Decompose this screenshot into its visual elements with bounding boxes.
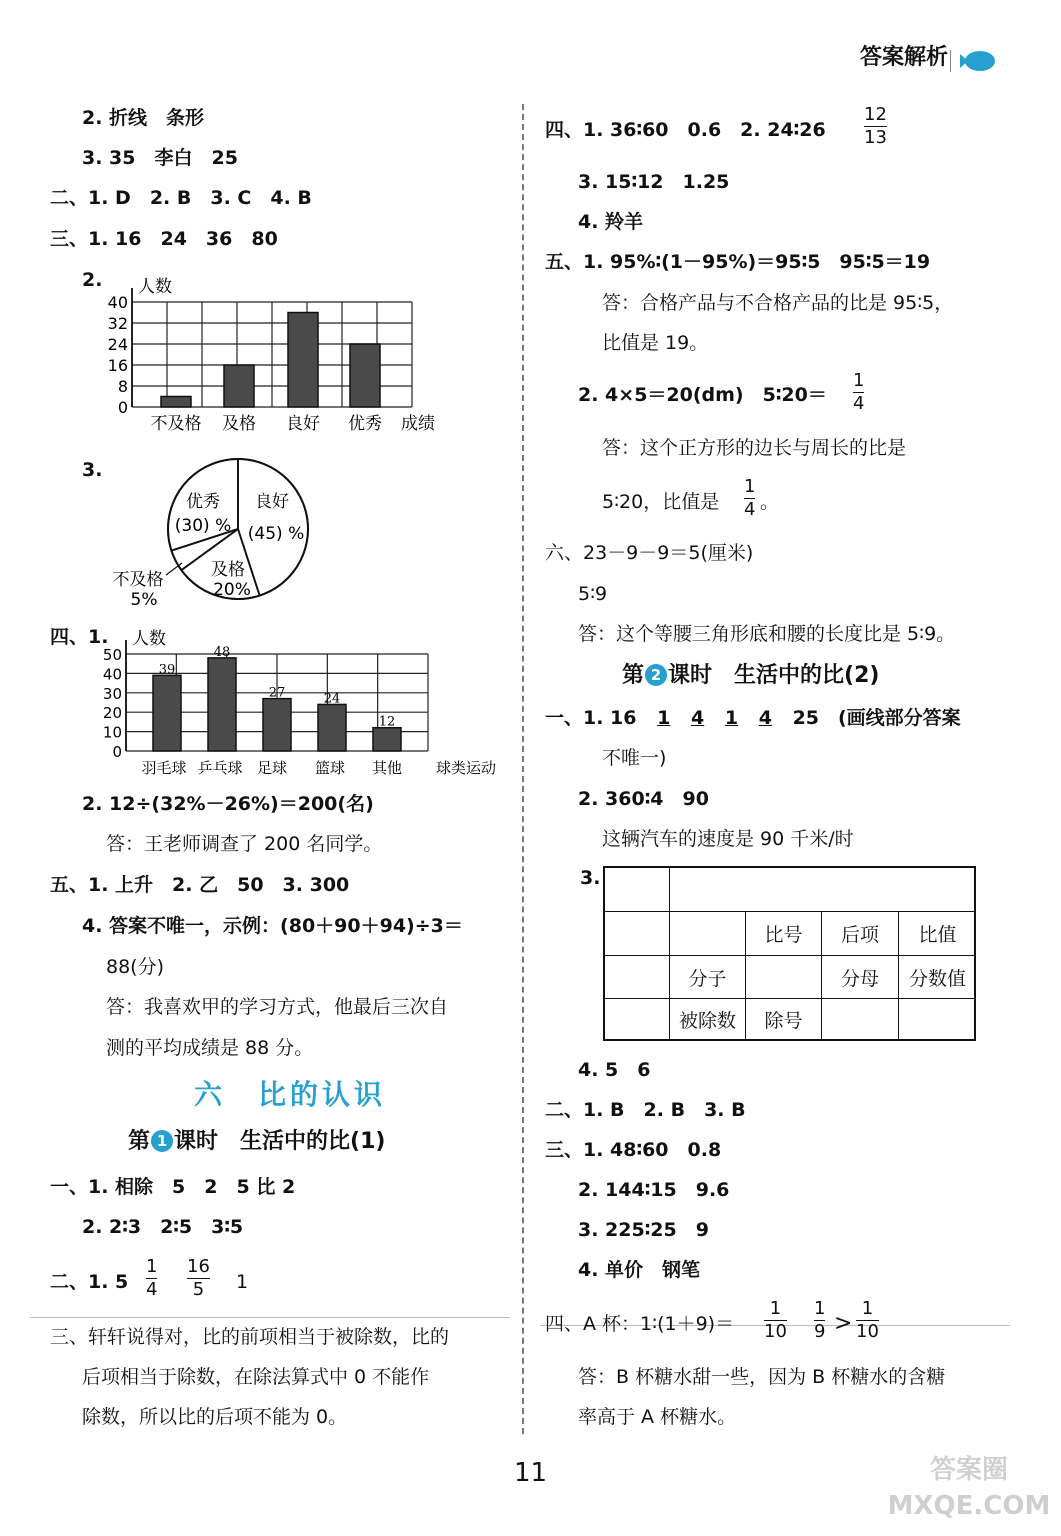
- x-category-label: 羽毛球: [141, 759, 187, 776]
- denominator: 10: [856, 1321, 879, 1342]
- x-category-label: 足球: [256, 759, 288, 776]
- y-tick-label: 50: [102, 646, 122, 664]
- data-label: 12: [378, 714, 396, 730]
- numerator: 1: [861, 1298, 874, 1319]
- answer-line: 五、1. 上升 2. 乙 50 3. 300: [50, 874, 350, 896]
- numerator: 1: [146, 1256, 158, 1277]
- fraction: [146, 1257, 157, 1300]
- table-cell: 比号: [746, 912, 822, 956]
- table-cell: 分子: [670, 956, 746, 999]
- answer-line: 3. 15∶12 1.25: [578, 171, 730, 193]
- column-divider: [522, 104, 524, 1434]
- pie-value: 20%: [213, 580, 251, 600]
- fraction: [864, 105, 887, 148]
- answer-punct: 。: [760, 491, 780, 513]
- table-cell: [605, 999, 670, 1039]
- y-tick-label: 32: [107, 314, 128, 333]
- answer-line: 率高于 A 杯糖水。: [578, 1406, 737, 1428]
- y-tick-label: 40: [107, 293, 128, 312]
- table-cell: [746, 956, 822, 999]
- fraction: [814, 1299, 825, 1342]
- denominator: 4: [744, 499, 756, 520]
- answer-line: 2. 144∶15 9.6: [578, 1179, 730, 1201]
- y-tick-label: 40: [102, 665, 122, 684]
- numerator: 1: [769, 1298, 782, 1319]
- answer-line: 这辆汽车的速度是 90 千米/时: [602, 828, 854, 850]
- x-category-label: 优秀: [348, 414, 382, 434]
- fraction: [856, 1299, 879, 1342]
- data-label: 48: [213, 644, 231, 660]
- data-label: 39: [158, 662, 176, 678]
- answer-line: 比值是 19。: [602, 332, 709, 354]
- bar: [350, 344, 380, 407]
- answer-line: 4. 答案不唯一，示例：(80＋90＋94)÷3＝: [82, 915, 463, 937]
- table-cell: [605, 912, 670, 956]
- answer-line: 不唯一): [602, 747, 667, 769]
- answer-value: 1: [236, 1271, 249, 1293]
- lesson-suffix: 课时 生活中的比(1): [174, 1129, 386, 1154]
- pie-label: 良好: [255, 492, 289, 512]
- answer-line: 答：合格产品与不合格产品的比是 95∶5，: [602, 292, 954, 314]
- lesson-number-badge: 2: [645, 664, 667, 686]
- answer-line: 四、1. 36∶60 0.6 2. 24∶26: [545, 119, 826, 141]
- table-cell: 分数值: [899, 956, 976, 999]
- y-tick-label: 30: [102, 684, 122, 703]
- answer-line: 五、1. 95%∶(1－95%)＝95∶5 95∶5＝19: [545, 251, 931, 273]
- answer-line: 2. 折线 条形: [82, 107, 205, 129]
- table-cell: 比值: [899, 912, 976, 956]
- bar: [153, 675, 181, 751]
- bar: [318, 704, 346, 751]
- answer-line: 一、1. 相除 5 2 5 比 2: [50, 1176, 296, 1198]
- header-title: 答案解析: [860, 45, 949, 70]
- table-cell: 被除数: [670, 999, 746, 1039]
- underlined-answer: 4: [690, 707, 705, 729]
- x-category-label: 篮球: [314, 759, 346, 776]
- fraction: [744, 477, 755, 520]
- table-cell: 分母: [822, 956, 899, 999]
- answer-line: 2. 360∶4 90: [578, 788, 709, 810]
- bar: [373, 728, 401, 751]
- answer-line: 二、1. B 2. B 3. B: [545, 1099, 746, 1121]
- lesson-number-badge: 1: [151, 1130, 173, 1152]
- pie-label: 优秀: [186, 492, 220, 512]
- bar: [224, 365, 254, 407]
- pie-chart-grades: [100, 455, 320, 615]
- table-cell: [670, 912, 746, 956]
- denominator: 5: [192, 1279, 205, 1300]
- denominator: 4: [853, 393, 865, 414]
- answer-line: 除数，所以比的后项不能为 0。: [82, 1406, 348, 1428]
- answer-line: 答：这个等腰三角形底和腰的长度比是 5∶9。: [578, 623, 956, 645]
- answer-line: 答：王老师调查了 200 名同学。: [106, 833, 383, 855]
- numerator: 1: [853, 370, 865, 391]
- answer-line: 三、1. 16 24 36 80: [50, 228, 278, 250]
- x-category-label: 乒乓球: [197, 759, 243, 776]
- denominator: 10: [764, 1321, 787, 1342]
- bar: [263, 699, 291, 751]
- underlined-answer: 1: [657, 707, 671, 729]
- bar: [161, 397, 191, 408]
- data-label: 24: [323, 691, 341, 707]
- answer-line: 六、23－9－9＝5(厘米): [545, 542, 754, 564]
- underlined-answer: 4: [758, 707, 772, 729]
- data-label: 27: [268, 685, 286, 701]
- table-cell: [899, 999, 976, 1039]
- x-axis-label: 球类运动: [435, 759, 497, 776]
- question-number: 3.: [82, 459, 103, 481]
- y-tick-label: 0: [112, 743, 122, 761]
- y-tick-label: 24: [107, 335, 128, 354]
- answer-line: 3. 35 李白 25: [82, 147, 238, 169]
- x-axis-label: 成绩: [401, 414, 435, 434]
- answer-line: 二、1. D 2. B 3. C 4. B: [50, 187, 312, 209]
- x-category-label: 及格: [222, 414, 256, 434]
- y-tick-label: 20: [102, 704, 122, 723]
- header-separator: [950, 50, 951, 72]
- x-category-label: 不及格: [150, 414, 202, 434]
- answer-line: 4. 单价 钢笔: [578, 1259, 701, 1281]
- answer-line: 5∶9: [578, 583, 608, 605]
- question-number: 四、1.: [50, 626, 109, 648]
- y-tick-label: 10: [102, 723, 122, 742]
- section-title: 六 比的认识: [194, 1078, 387, 1111]
- answer-line: 三、1. 48∶60 0.8: [545, 1139, 722, 1161]
- numerator: 1: [744, 476, 756, 497]
- table-cell: 除号: [746, 999, 822, 1039]
- lesson-prefix: 第: [622, 663, 645, 688]
- table-cell: 后项: [822, 912, 899, 956]
- answer-line: 答：我喜欢甲的学习方式，他最后三次自: [106, 996, 449, 1018]
- answer-line: 后项相当于除数，在除法算式中 0 不能作: [82, 1366, 430, 1388]
- answer-line: 2. 4×5＝20(dm) 5∶20＝: [578, 384, 827, 406]
- answer-line: 答：B 杯糖水甜一些，因为 B 杯糖水的含糖: [578, 1366, 946, 1388]
- numerator: 1: [814, 1298, 826, 1319]
- denominator: 13: [864, 127, 887, 148]
- lesson-prefix: 第: [128, 1129, 151, 1154]
- fold-line: [30, 1317, 510, 1318]
- ratio-table: [603, 866, 976, 1041]
- answer-line: 3. 225∶25 9: [578, 1219, 709, 1241]
- bar-chart-ball-games: [96, 624, 510, 776]
- answer-line: 4. 羚羊: [578, 211, 644, 233]
- pie-value: 5%: [130, 590, 158, 610]
- answer-line: 4. 5 6: [578, 1059, 651, 1081]
- x-category-label: 其他: [371, 759, 403, 776]
- header-fish-icon: [956, 46, 998, 76]
- answer-line: 5∶20，比值是: [602, 491, 720, 513]
- pie-label: 不及格: [112, 570, 164, 590]
- denominator: 9: [814, 1321, 826, 1342]
- answer-line: 2. 2∶3 2∶5 3∶5: [82, 1216, 244, 1238]
- answer-line: 2. 12÷(32%－26%)＝200(名): [82, 793, 374, 815]
- answer-line: 测的平均成绩是 88 分。: [106, 1037, 314, 1059]
- y-axis-label: 人数: [132, 629, 166, 649]
- table-cell: [822, 999, 899, 1039]
- y-tick-label: 8: [117, 377, 128, 396]
- page-number: 11: [514, 1458, 548, 1488]
- x-category-label: 良好: [286, 414, 320, 434]
- bar: [208, 658, 236, 751]
- numerator: 12: [864, 104, 887, 125]
- answer-line: 答：这个正方形的边长与周长的比是: [602, 437, 907, 459]
- underlined-answer: 1: [724, 707, 739, 729]
- fraction: [764, 1299, 787, 1342]
- question-number: 3.: [580, 867, 601, 889]
- bar-chart-grades: [96, 268, 446, 438]
- lesson-suffix: 课时 生活中的比(2): [668, 663, 880, 688]
- watermark-text: 答案圈 MXQE.COM: [887, 1455, 1051, 1521]
- answer-line: 四、A 杯：1∶(1＋9)＝: [545, 1313, 735, 1335]
- comparison-sign: >: [834, 1311, 853, 1336]
- answer-text: 25 (画线部分答案: [792, 707, 961, 729]
- pie-value: (45) %: [247, 524, 305, 544]
- y-tick-label: 0: [117, 398, 128, 417]
- answer-line: [545, 706, 961, 730]
- question-number: 2.: [82, 269, 103, 291]
- table-cell: [670, 868, 976, 912]
- pie-value: (30) %: [174, 516, 232, 536]
- lesson-title: [622, 664, 879, 688]
- fraction: [187, 1257, 210, 1300]
- pie-label: 及格: [211, 560, 245, 580]
- answer-text: 一、1. 16: [545, 707, 637, 729]
- bar: [288, 313, 318, 408]
- table-cell: [605, 956, 670, 999]
- answer-line: 三、轩轩说得对，比的前项相当于被除数，比的: [50, 1326, 450, 1348]
- answer-line: 88(分): [106, 956, 165, 978]
- y-axis-label: 人数: [138, 277, 172, 297]
- fraction: [853, 371, 864, 414]
- lesson-title: [128, 1130, 385, 1154]
- watermark: [884, 1452, 1054, 1532]
- numerator: 16: [187, 1256, 210, 1277]
- answer-line: 二、1. 5: [50, 1271, 129, 1293]
- y-tick-label: 16: [107, 356, 128, 375]
- denominator: 4: [146, 1279, 158, 1300]
- table-cell: [605, 868, 670, 912]
